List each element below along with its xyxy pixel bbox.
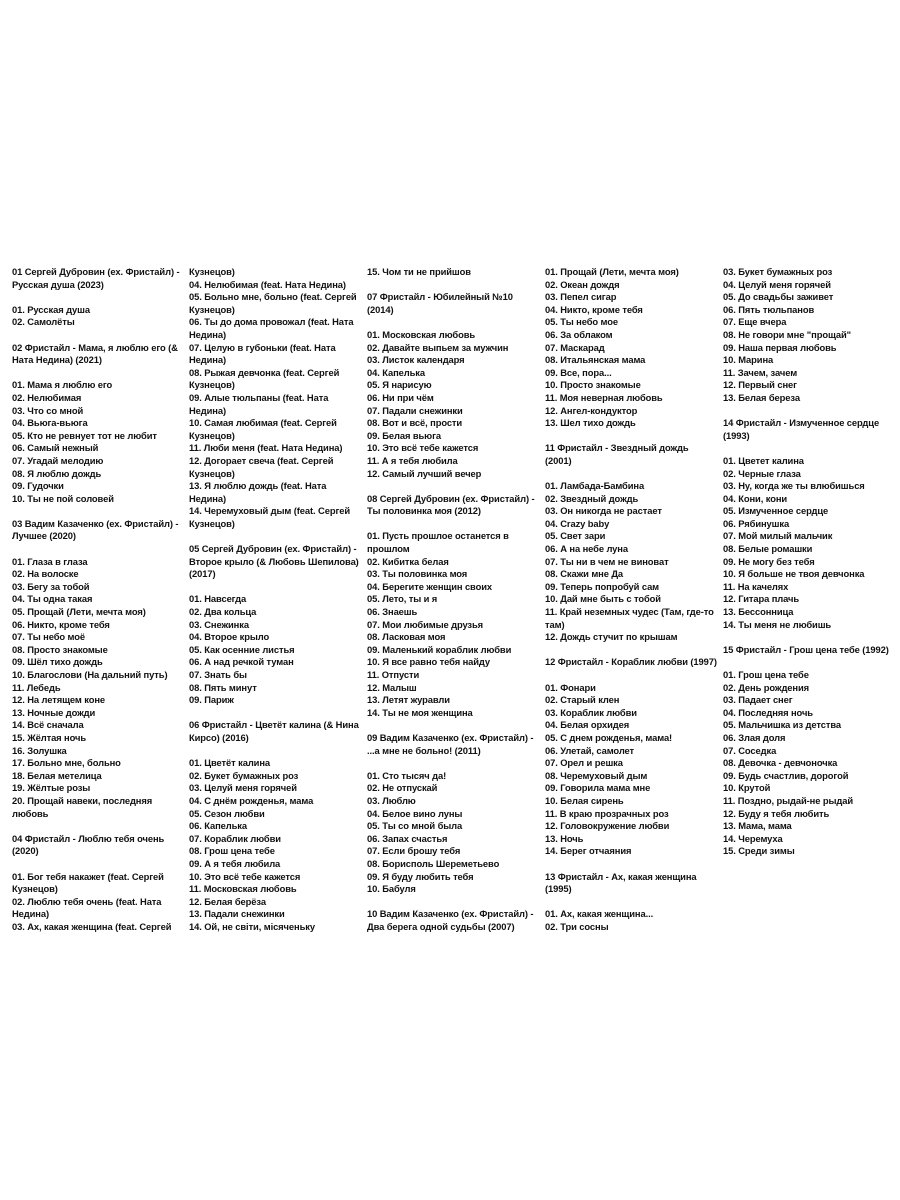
track-item: 01. Московская любовь (367, 328, 476, 340)
tracklist-column-3 (367, 266, 539, 933)
album-title: 11 Фристайл - Звездный дождь (2001) (545, 442, 689, 466)
track-item: 07. Если брошу тебя (367, 845, 461, 857)
track-item: 09. Белая вьюга (367, 429, 441, 441)
track-item: 07. Соседка (723, 744, 777, 756)
spacer (545, 430, 717, 443)
track-item: 12. На летящем коне (12, 694, 106, 706)
spacer (12, 820, 184, 833)
track-item: 14. Ой, не світи, місяченьку (189, 920, 315, 932)
track-item: 13. Падали снежинки (189, 908, 285, 920)
track-item: 02. Люблю тебя очень (feat. Ната Недина) (12, 895, 162, 920)
track-item: 06. За облаком (545, 328, 613, 340)
track-item: 05. Сезон любви (189, 807, 265, 819)
track-item: 05. Лето, ты и я (367, 593, 438, 605)
spacer (367, 719, 539, 732)
album-title: 15 Фристайл - Грош цена тебе (1992) (723, 643, 889, 655)
tracklist-column-4 (545, 266, 717, 933)
track-item: 13. Мама, мама (723, 820, 792, 832)
track-item: 05. Больно мне, больно (feat. Сергей Кузнецов) (189, 291, 357, 315)
track-item: 06. Рябинушка (723, 517, 790, 529)
track-item: 11. Поздно, рыдай-не рыдай (723, 794, 853, 806)
track-item: 10. Крутой (723, 782, 771, 794)
track-item: 01. Сто тысяч да! (367, 769, 447, 781)
track-item: 04. Последняя ночь (723, 706, 813, 718)
track-item: 13. Ночные дожди (12, 706, 96, 718)
track-item: 03. Букет бумажных роз (723, 266, 833, 277)
track-item: 07. Знать бы (189, 669, 247, 680)
track-item: 06. А над речкой туман (189, 656, 294, 668)
track-item: 19. Жёлтые розы (12, 782, 91, 794)
album-title: 13 Фристайл - Ах, какая женщина (1995) (545, 870, 697, 895)
track-item: 06. Капелька (189, 820, 247, 832)
track-item: 03. Снежинка (189, 618, 249, 630)
spacer (367, 279, 539, 292)
track-item: 04. Кони, кони (723, 492, 788, 504)
track-item: 01. Бог тебя накажет (feat. Сергей Кузнецов) (12, 870, 164, 895)
album-title: 09 Вадим Казаченко (ех. Фристайл) - ...а мне не больно! (2011) (367, 731, 534, 756)
track-item: 14. Всё сначала (12, 719, 84, 731)
track-item: 07. Целую в губоньки (feat. Ната Недина) (189, 341, 336, 366)
track-item: 13. Бессонница (723, 606, 794, 618)
spacer (189, 530, 361, 543)
track-item: 08. Девочка - девчоночка (723, 757, 838, 769)
track-item: 01. Русская душа (12, 303, 90, 315)
track-item: 08. Черемуховый дым (545, 769, 648, 781)
track-item: 10. Просто знакомые (545, 379, 641, 391)
track-item: 08. Итальянская мама (545, 354, 646, 366)
track-item: 09. Не могу без тебя (723, 555, 815, 567)
track-item: 03. Кораблик любви (545, 706, 637, 718)
track-item: 06. А на небе луна (545, 543, 628, 555)
track-item: 12. Головокружение любви (545, 820, 670, 832)
track-item: 11. Люби меня (feat. Ната Недина) (189, 442, 343, 454)
track-item: 09. А я тебя любила (189, 857, 281, 869)
track-item: 04. Вьюга-вьюга (12, 417, 88, 429)
track-item: 13. Ночь (545, 832, 584, 844)
track-item: 01. Мама я люблю его (12, 379, 113, 391)
track-item: 06. Ни при чём (367, 391, 434, 403)
spacer (12, 543, 184, 556)
track-item: 08. Скажи мне Да (545, 568, 624, 580)
track-item: 05. Измученное сердце (723, 505, 829, 517)
track-item: 08. Борисполь Шереметьево (367, 857, 500, 869)
track-item: 09. Париж (189, 694, 234, 706)
track-item: 08. Просто знакомые (12, 643, 108, 655)
track-item: 04. Ты одна такая (12, 593, 93, 605)
track-item: 06. Самый нежный (12, 442, 99, 454)
spacer (189, 745, 361, 758)
track-item: 10. Ты не пой соловей (12, 492, 114, 504)
track-item: 11. Зачем, зачем (723, 366, 798, 378)
track-item: 10. Марина (723, 354, 774, 366)
track-item: 05. Свет зари (545, 530, 606, 542)
track-item: 15. Среди зимы (723, 845, 795, 857)
track-item: 06. Знаешь (367, 606, 418, 618)
track-item: 03. Падает снег (723, 694, 793, 706)
track-item: 01. Навсегда (189, 593, 247, 605)
spacer (367, 316, 539, 329)
track-item: 10. Благослови (На дальний путь) (12, 669, 168, 680)
track-item: 01. Фонари (545, 681, 596, 693)
track-item: 11. Лебедь (12, 681, 61, 693)
track-item: 06. Никто, кроме тебя (12, 618, 110, 630)
spacer (12, 291, 184, 304)
track-item: 03. Что со мной (12, 404, 84, 416)
track-item: 01. Пусть прошлое останется в прошлом (367, 530, 509, 555)
track-item: 04. Белая орхидея (545, 719, 630, 731)
track-item: 17. Больно мне, больно (12, 757, 121, 769)
track-item: 07. Угадай мелодию (12, 454, 104, 466)
track-item: 09. Алые тюльпаны (feat. Ната Недина) (189, 391, 329, 416)
track-item: 03. Он никогда не растает (545, 505, 662, 517)
track-item: 15. Чом ти не прийшов (367, 266, 471, 277)
spacer (545, 858, 717, 871)
spacer (545, 644, 717, 657)
track-item: 12. Малыш (367, 681, 417, 693)
track-item: 09. Все, пора... (545, 366, 612, 378)
track-item: 04. Целуй меня горячей (723, 278, 831, 290)
track-item: 02. Три сосны (545, 920, 609, 932)
tracklist-column-5 (723, 266, 895, 858)
tracklist-column-1 (12, 266, 184, 933)
track-item: 05. Как осенние листья (189, 643, 295, 655)
track-item: 10. Это всё тебе кажется (367, 442, 479, 454)
track-item: 04. Второе крыло (189, 631, 270, 643)
spacer (723, 656, 895, 669)
track-item: 11. А я тебя любила (367, 454, 458, 466)
track-item: 07. Маскарад (545, 341, 605, 353)
spacer (12, 858, 184, 871)
track-item: 07. Кораблик любви (189, 832, 281, 844)
track-item: 02. Черные глаза (723, 467, 801, 479)
track-item: 07. Орел и решка (545, 757, 623, 769)
track-item: 12. Дождь стучит по крышам (545, 631, 678, 643)
track-item: 14. Черемуха (723, 832, 783, 844)
track-item: 03. Ах, какая женщина (feat. Сергей (12, 920, 172, 932)
track-item: 02. Кибитка белая (367, 555, 449, 567)
track-item: 10. Я все равно тебя найду (367, 656, 490, 668)
track-item: 13. Белая береза (723, 391, 800, 403)
track-item: 02. Старый клен (545, 694, 620, 706)
track-item: 03. Люблю (367, 794, 416, 806)
spacer (12, 367, 184, 380)
spacer (545, 896, 717, 909)
spacer (12, 505, 184, 518)
track-item: 13. Летят журавли (367, 694, 450, 706)
track-item: 08. Пять минут (189, 681, 257, 693)
track-item: 15. Жёлтая ночь (12, 731, 87, 743)
spacer (189, 581, 361, 594)
track-item: 02. На волоске (12, 568, 79, 580)
track-item: 09. Маленький кораблик любви (367, 643, 512, 655)
track-item: 14. Ты не моя женщина (367, 706, 473, 718)
tracklist-column-2 (189, 266, 361, 933)
album-title: 12 Фристайл - Кораблик любви (1997) (545, 656, 717, 668)
track-item: 10. Самая любимая (feat. Сергей Кузнецов) (189, 417, 337, 441)
track-item: 01. Ах, какая женщина... (545, 908, 654, 920)
track-item: 11. Московская любовь (189, 883, 297, 895)
track-item: 07. Падали снежинки (367, 404, 463, 416)
spacer (723, 442, 895, 455)
track-item: 05. С днем рожденья, мама! (545, 731, 673, 743)
spacer (723, 631, 895, 644)
track-item: 02. Букет бумажных роз (189, 769, 299, 781)
album-title: 08 Сергей Дубровин (ех. Фристайл) - Ты половинка моя (2012) (367, 492, 535, 517)
track-item: 20. Прощай навеки, последняя любовь (12, 794, 153, 819)
track-item: 09. Будь счастлив, дорогой (723, 769, 849, 781)
track-item: 07. Ты ни в чем не виноват (545, 555, 669, 567)
track-item: 18. Белая метелица (12, 769, 102, 781)
track-item: 05. Ты небо мое (545, 316, 618, 328)
track-item: 16. Золушка (12, 744, 67, 756)
track-item: 03. Ты половинка моя (367, 568, 468, 580)
track-item: 02. Два кольца (189, 606, 257, 618)
album-title: 07 Фристайл - Юбилейный №10 (2014) (367, 291, 513, 315)
track-item: 14. Черемуховый дым (feat. Сергей Кузнецов) (189, 505, 351, 529)
track-item: 07. Мои любимые друзья (367, 618, 484, 630)
spacer (367, 757, 539, 770)
track-item: 03. Бегу за тобой (12, 580, 90, 592)
track-item: Кузнецов) (189, 266, 235, 277)
track-item: 04. С днём рожденья, мама (189, 794, 314, 806)
spacer (367, 518, 539, 531)
track-item: 04. Нелюбимая (feat. Ната Недина) (189, 278, 346, 290)
track-item: 12. Догорает свеча (feat. Сергей Кузнецов) (189, 454, 334, 479)
track-item: 05. Кто не ревнует тот не любит (12, 429, 157, 441)
track-item: 07. Мой милый мальчик (723, 530, 833, 542)
track-item: 10. Я больше не твоя девчонка (723, 568, 865, 580)
track-item: 06. Ты до дома провожал (feat. Ната Недина) (189, 316, 354, 340)
track-item: 12. Первый снег (723, 379, 797, 391)
track-item: 05. Мальчишка из детства (723, 719, 841, 731)
track-item: 13. Шел тихо дождь (545, 417, 636, 429)
track-item: 12. Ангел-кондуктор (545, 404, 638, 416)
track-item: 05. Я нарисую (367, 379, 432, 391)
track-item: 10. Белая сирень (545, 794, 624, 806)
track-item: 03. Пепел сигар (545, 291, 617, 303)
track-item: 14. Берег отчаяния (545, 845, 632, 857)
track-item: 08. Грош цена тебе (189, 845, 275, 857)
track-item: 12. Белая берёза (189, 895, 266, 907)
spacer (723, 405, 895, 418)
track-item: 04. Капелька (367, 366, 425, 378)
album-title: 02 Фристайл - Мама, я люблю его (& Ната Недина) (2021) (12, 341, 178, 366)
track-item: 01. Глаза в глаза (12, 555, 88, 567)
track-item: 11. Моя неверная любовь (545, 391, 663, 403)
track-item: 08. Вот и всё, прости (367, 417, 463, 429)
track-item: 01. Цветёт калина (189, 757, 271, 769)
track-item: 11. Отпусти (367, 669, 420, 680)
track-item: 14. Ты меня не любишь (723, 618, 832, 630)
album-title: 01 Сергей Дубровин (ех. Фристайл) - Русская душа (2023) (12, 266, 180, 290)
track-item: 03. Листок календаря (367, 354, 465, 366)
spacer (545, 468, 717, 481)
track-item: 05. Ты со мной была (367, 820, 463, 832)
track-item: 02. Нелюбимая (12, 391, 82, 403)
track-item: 09. Шёл тихо дождь (12, 656, 103, 668)
track-item: 02. Океан дождя (545, 278, 620, 290)
spacer (545, 669, 717, 682)
track-item: 04. Берегите женщин своих (367, 580, 493, 592)
track-item: 11. На качелях (723, 580, 789, 592)
track-item: 02. Звездный дождь (545, 492, 639, 504)
track-item: 10. Дай мне быть с тобой (545, 593, 661, 605)
album-title: 14 Фристайл - Измученное сердце (1993) (723, 417, 880, 441)
spacer (367, 480, 539, 493)
spacer (189, 707, 361, 720)
track-item: 09. Гудочки (12, 480, 64, 492)
track-item: 05. До свадьбы заживет (723, 291, 834, 303)
track-item: 02. Давайте выпьем за мужчин (367, 341, 509, 353)
spacer (12, 329, 184, 342)
track-item: 02. Не отпускай (367, 782, 438, 794)
track-item: 08. Не говори мне "прощай" (723, 328, 852, 340)
track-item: 10. Это всё тебе кажется (189, 870, 301, 882)
track-item: 02. Самолёты (12, 316, 75, 328)
track-item: 11. Край неземных чудес (Там, где-то там) (545, 606, 714, 630)
track-item: 08. Ласковая моя (367, 631, 446, 643)
track-item: 04. Никто, кроме тебя (545, 303, 643, 315)
track-item: 09. Теперь попробуй сам (545, 580, 660, 592)
track-item: 02. День рождения (723, 681, 810, 693)
track-item: 13. Я люблю дождь (feat. Ната Недина) (189, 480, 327, 504)
track-item: 12. Буду я тебя любить (723, 807, 830, 819)
track-item: 05. Прощай (Лети, мечта моя) (12, 606, 146, 618)
track-item: 06. Улетай, самолет (545, 744, 635, 756)
track-item: 07. Ты небо моё (12, 631, 85, 643)
track-item: 04. Crazy baby (545, 517, 610, 529)
track-item: 12. Самый лучший вечер (367, 467, 482, 479)
track-item: 08. Белые ромашки (723, 543, 813, 555)
track-item: 08. Рыжая девчонка (feat. Сергей Кузнецов) (189, 366, 340, 391)
track-item: 04. Белое вино луны (367, 807, 463, 819)
album-title: 03 Вадим Казаченко (ех. Фристайл) - Лучшее (2020) (12, 517, 179, 542)
track-item: 01. Ламбада-Бамбина (545, 480, 645, 492)
track-item: 01. Грош цена тебе (723, 669, 809, 680)
track-item: 09. Наша первая любовь (723, 341, 837, 353)
album-title: 05 Сергей Дубровин (ех. Фристайл) - Второе крыло (& Любовь Шепилова) (2017) (189, 543, 359, 580)
track-item: 06. Злая доля (723, 731, 786, 743)
spacer (367, 896, 539, 909)
track-item: 03. Ну, когда же ты влюбишься (723, 480, 865, 492)
track-item: 11. В краю прозрачных роз (545, 807, 669, 819)
track-item: 12. Гитара плачь (723, 593, 800, 605)
track-item: 03. Целуй меня горячей (189, 782, 297, 794)
track-item: 09. Я буду любить тебя (367, 870, 474, 882)
track-item: 06. Пять тюльпанов (723, 303, 815, 315)
track-item: 01. Цветет калина (723, 454, 804, 466)
track-item: 01. Прощай (Лети, мечта моя) (545, 266, 679, 277)
album-title: 10 Вадим Казаченко (ех. Фристайл) - Два берега одной судьбы (2007) (367, 908, 534, 932)
track-item: 07. Еще вчера (723, 316, 787, 328)
track-item: 09. Говорила мама мне (545, 782, 651, 794)
track-item: 10. Бабуля (367, 883, 416, 895)
track-item: 08. Я люблю дождь (12, 467, 102, 479)
album-title: 04 Фристайл - Люблю тебя очень (2020) (12, 832, 165, 857)
track-item: 06. Запах счастья (367, 832, 448, 844)
album-title: 06 Фристайл - Цветёт калина (& Нина Кирсо) (2016) (189, 719, 359, 743)
